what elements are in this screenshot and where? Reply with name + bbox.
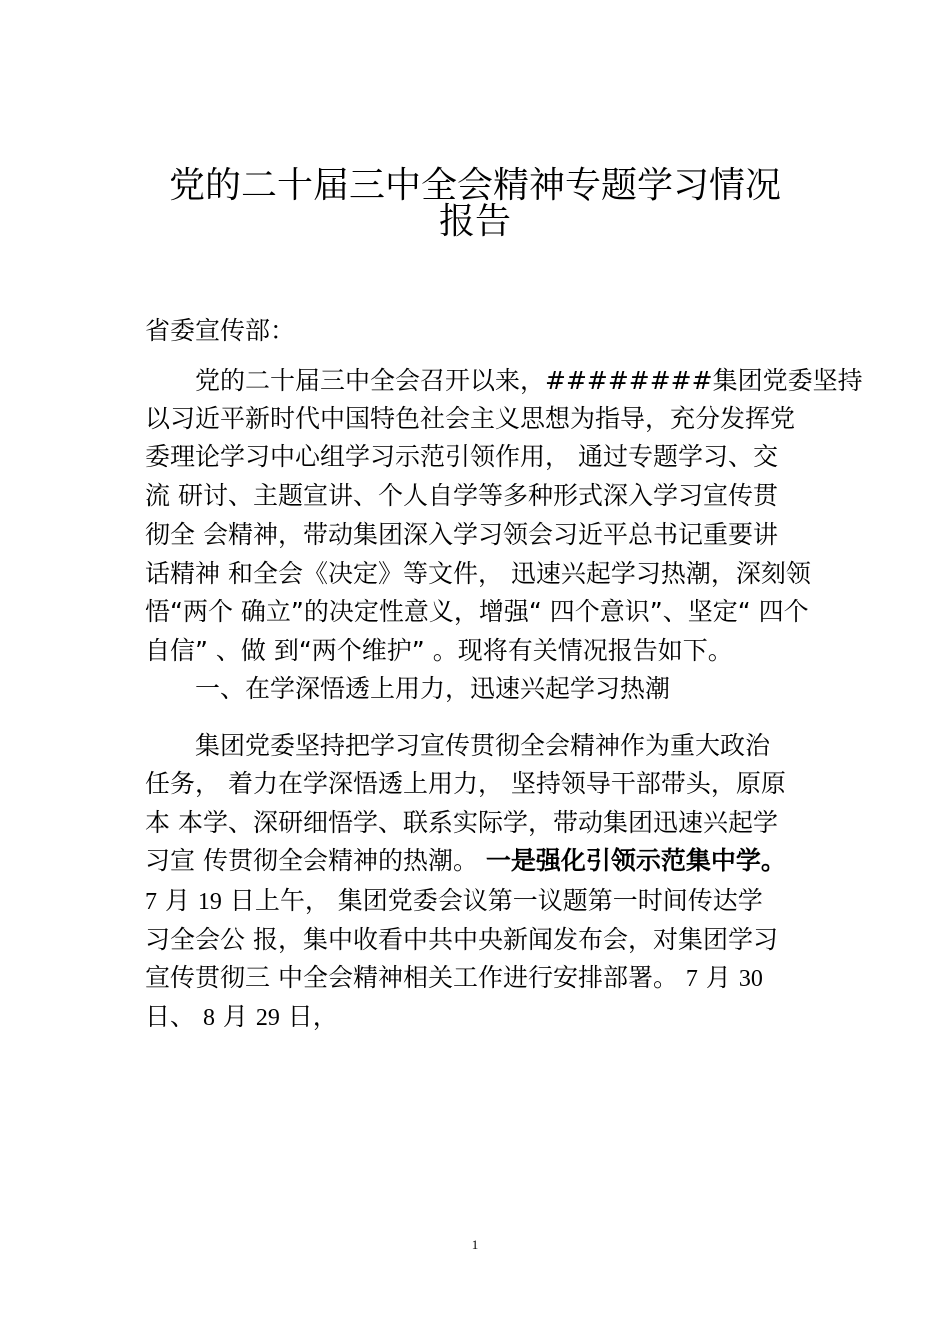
emphasis-heading: 一是强化引领示范集中学。 (485, 846, 786, 875)
paragraph-1-line-8: 自信” 、做 到“两个维护” 。现将有关情况报告如下。 (145, 636, 733, 665)
date-month: 8 (202, 1005, 215, 1031)
paragraph-2-line-4-text: 习宣 传贯彻全会精神的热潮。 (145, 846, 486, 875)
date-month-unit: 月 (697, 963, 739, 992)
date-month-unit: 月 (214, 1002, 256, 1031)
paragraph-2-line-4 (145, 846, 786, 876)
paragraph-1-line-4: 流 研讨、主题宣讲、个人自学等多种形式深入学习宣传贯 (145, 481, 778, 510)
title-line-1: 党的二十届三中全会精神专题学习情况 (168, 165, 781, 206)
date-day-unit: 日、 (145, 1002, 203, 1031)
paragraph-1-line-6: 话精神 和全会《决定》等文件， 迅速兴起学习热潮，深刻领 (145, 559, 811, 588)
paragraph-1-line-2: 以习近平新时代中国特色社会主义思想为指导，充分发挥党 (145, 404, 796, 433)
paragraph-2-line-3: 本 本学、深研细悟学、联系实际学，带动集团迅速兴起学 (145, 808, 778, 837)
paragraph-1-line-5: 彻全 会精神，带动集团深入学习领会习近平总书记重要讲 (145, 520, 778, 549)
date-day: 29 (255, 1005, 280, 1031)
date-month: 7 (145, 889, 157, 915)
paragraph-1-line-3: 委理论学习中心组学习示范引领作用， 通过专题学习、交 (145, 442, 778, 471)
paragraph-2-line-7-text: 宣传贯彻三 中全会精神相关工作进行安排部署。 (145, 963, 686, 992)
document-title (120, 165, 830, 242)
paragraph-2-line-6: 习全会公 报，集中收看中共中央新闻发布会，对集团学习 (145, 925, 778, 954)
paragraph-1-line-1: 党的二十届三中全会召开以来，########集团党委坚持 (195, 366, 863, 395)
paragraph-2-line-2: 任务， 着力在学深悟透上用力， 坚持领导干部带头，原原 (145, 769, 786, 798)
paragraph-2-line-5-text: 日上午， 集团党委会议第一议题第一时间传达学 (221, 886, 763, 915)
date-day: 30 (738, 966, 763, 992)
paragraph-2-line-1: 集团党委坚持把学习宣传贯彻全会精神作为重大政治 (195, 731, 771, 760)
date-month: 7 (685, 966, 698, 992)
date-day: 19 (197, 889, 222, 915)
paragraph-2-line-5 (145, 886, 763, 917)
title-line-2: 报告 (438, 201, 511, 242)
page-number: 1 (471, 1237, 479, 1252)
paragraph-2-line-8 (145, 1002, 338, 1033)
salutation: 省委宣传部： (145, 316, 296, 345)
paragraph-1-line-7: 悟“两个 确立”的决定性意义，增强“ 四个意识”、坚定“ 四个 (145, 597, 809, 626)
section-heading-1: 一、在学深悟透上用力，迅速兴起学习热潮 (195, 674, 671, 703)
paragraph-2-line-7 (145, 963, 763, 994)
date-day-unit: 日， (279, 1002, 338, 1031)
date-month-unit: 月 (157, 886, 198, 915)
